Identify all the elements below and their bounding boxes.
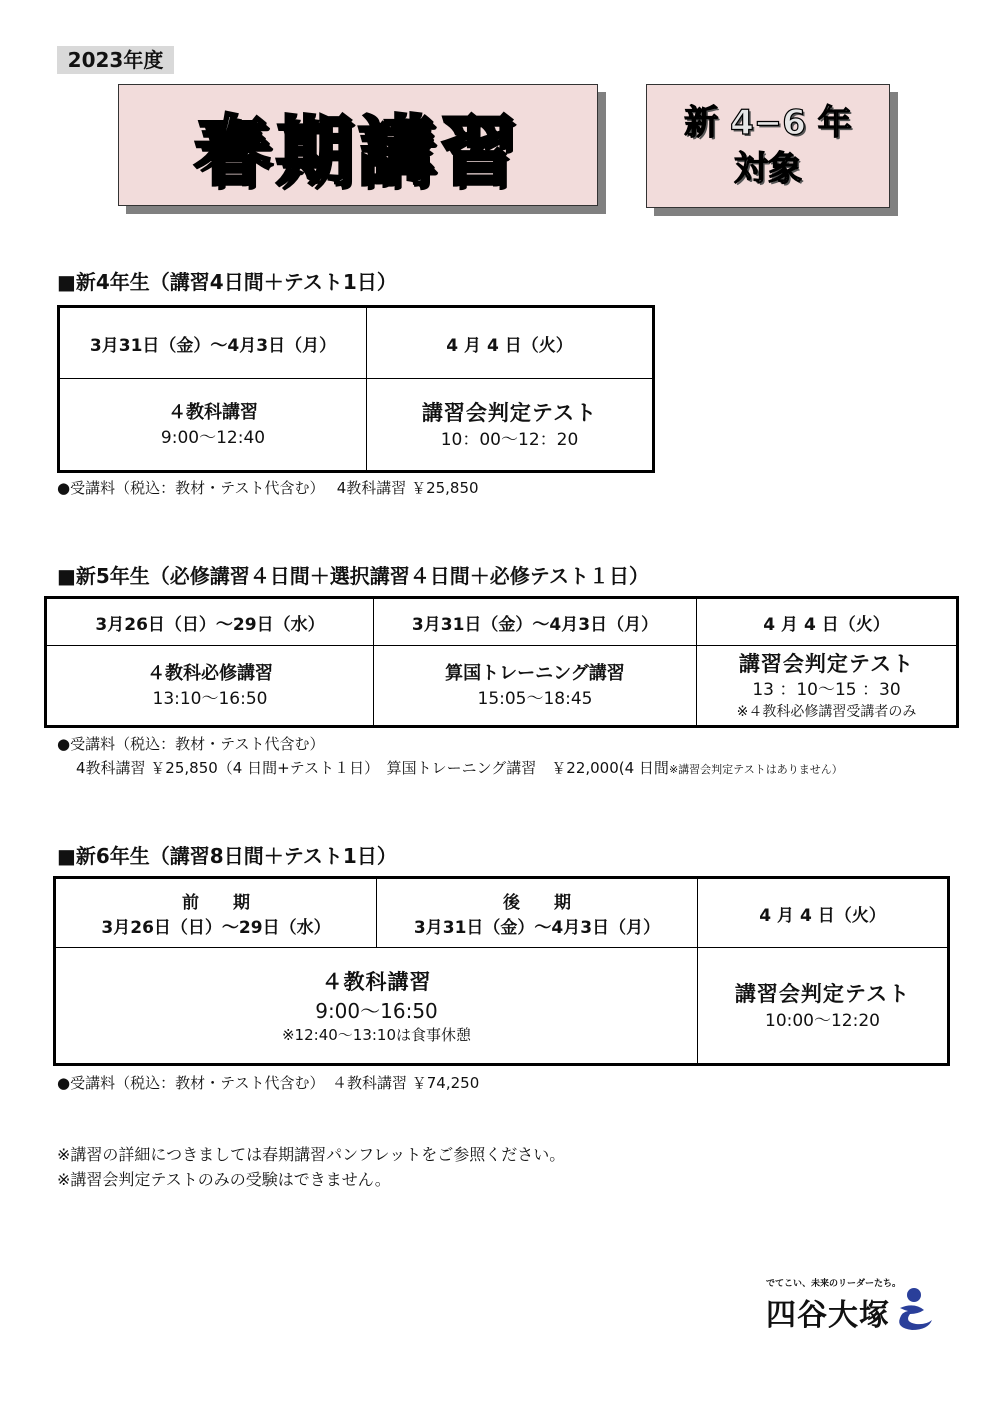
grade4-col2-head: 4 月 4 日（火） [367,307,654,379]
logo-mark-body [899,1305,932,1330]
grade6-col1-head-label: 前 期 [182,893,250,913]
grade5-col1-title: ４教科必修講習 [147,662,273,684]
grade6-col2-head-label: 後 期 [503,893,571,913]
grade4-col1-time: 9:00～12:40 [160,427,266,448]
footnote-test-only: ※講習会判定テストのみの受験はできません。 [57,1170,391,1189]
logo-mark-icon [894,1284,934,1332]
logo-name: 四谷大塚 [766,1298,890,1333]
page-title: 春期講習 [194,106,522,196]
logo-tagline: でてこい、未来のリーダーたち。 [766,1279,902,1289]
target-label: 対象 [734,149,802,189]
grade5-col1-time: 13:10～16:50 [152,688,268,709]
grade6-col3-time: 10:00～12:20 [765,1010,880,1031]
grade5-fee-detail-small: ※講習会判定テストはありません） [668,763,843,776]
grade5-col3-note: ※４教科必修講習受講者のみ [736,703,917,720]
grade6-col2-head [377,878,698,948]
title-banner [118,84,598,206]
grade5-col3-body [697,646,958,727]
grade6-main-note: ※12:40～13:10は食事休憩 [281,1025,472,1044]
grade5-heading: ■新5年生（必修講習４日間＋選択講習４日間＋必修テスト１日） [57,564,650,588]
grade4-schedule-table [57,305,655,473]
grade4-col2-time: 10：00～12：20 [440,429,579,450]
grade4-fee: ●受講料（税込：教材・テスト代含む） 4教科講習 ￥25,850 [57,479,479,497]
footnote-pamphlet: ※講習の詳細につきましては春期講習パンフレットをご参照ください。 [57,1145,566,1164]
grade4-col1-body [59,379,367,472]
grade5-fee-detail [76,757,843,778]
grade4-col1-title: ４教科講習 [168,401,258,423]
grade6-col3-head: 4 月 4 日（火） [698,878,949,948]
grade6-col2-head-date: 3月31日（金）～4月3日（月） [413,918,661,938]
grade5-col2-time: 15:05～18:45 [477,688,593,709]
grade4-col2-body [367,379,654,472]
logo-mark-head [907,1288,921,1302]
target-banner [646,84,890,208]
grade4-heading: ■新4年生（講習4日間＋テスト1日） [57,270,397,294]
grade5-fee-detail-text: 4教科講習 ￥25,850（4 日間+テスト１日） 算国トレーニング講習 ￥22,000(4 日間 [76,759,669,777]
grade5-fee-title: ●受講料（税込：教材・テスト代含む） [57,735,325,753]
grade6-col1-head-date: 3月26日（日）～29日（水） [101,918,331,938]
grade5-col1-head: 3月26日（日）～29日（水） [46,598,374,646]
grade4-col2-title: 講習会判定テスト [421,400,598,425]
target-grades: 新 4−6 年 [684,103,852,143]
grade6-fee: ●受講料（税込：教材・テスト代含む） ４教科講習 ￥74,250 [57,1074,480,1092]
grade6-main-body [55,948,698,1065]
year-label: 2023年度 [57,46,174,74]
grade6-main-title: ４教科講習 [321,969,432,994]
yotsuya-otsuka-logo [766,1276,946,1336]
grade5-schedule-table [44,596,959,728]
grade5-col3-title: 講習会判定テスト [738,651,915,676]
grade4-col1-head: 3月31日（金）～4月3日（月） [59,307,367,379]
grade5-col1-body [46,646,374,727]
grade6-col3-body [698,948,949,1065]
grade5-col2-title: 算国トレーニング講習 [445,662,625,684]
grade6-col3-title: 講習会判定テスト [734,981,911,1006]
grade6-schedule-table [53,876,950,1066]
grade5-col2-head: 3月31日（金）～4月3日（月） [374,598,697,646]
grade5-col2-body [374,646,697,727]
grade5-col3-head: 4 月 4 日（火） [697,598,958,646]
grade6-main-time: 9:00～16:50 [315,998,438,1023]
footnotes [57,1142,565,1192]
grade6-heading: ■新6年生（講習8日間＋テスト1日） [57,844,397,868]
grade6-col1-head [55,878,377,948]
grade5-col3-time: 13 ：10～15 ：30 [752,679,901,700]
